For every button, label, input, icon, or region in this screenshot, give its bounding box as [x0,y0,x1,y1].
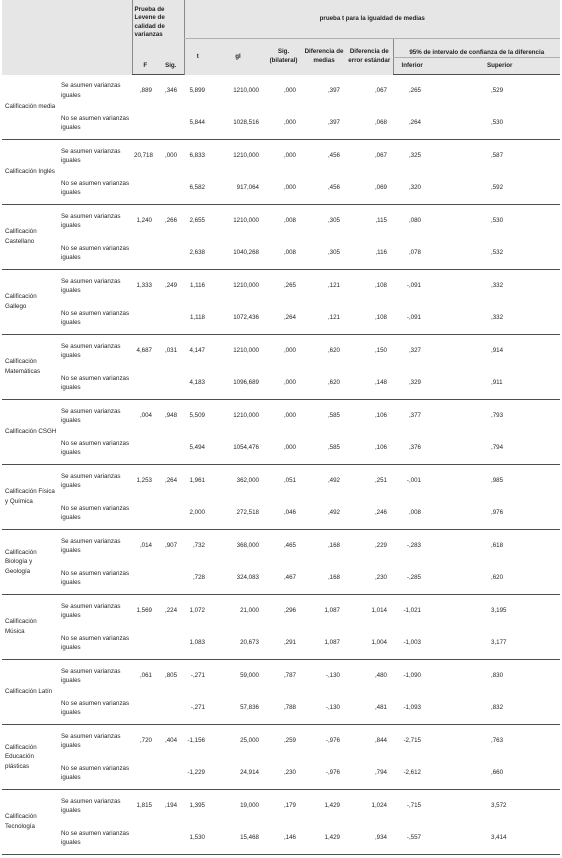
table-body [2,75,560,855]
levene-f-cell: ,004 [139,411,152,419]
subject-label: Calificación Castellano [2,205,59,270]
unequal-variances-label: No se asumen varianzas iguales [59,302,132,335]
diff-means-cell: 1,429 [324,801,340,809]
levene-f-cell: 1,569 [136,606,152,614]
sig-bilateral-cell: ,051 [283,476,296,484]
subject-label: Calificación Biología y Geología [2,530,59,595]
sig-bilateral-cell: ,265 [283,281,296,289]
diff-error-cell: ,480 [374,671,387,679]
gl-value-cell: 1028,516 [211,107,265,140]
ci-inferior-cell: -,283 [406,541,421,549]
t-value-cell: 4,147 [189,346,205,354]
ci-superior-cell: ,530 [441,107,560,140]
gl-value-cell: 324,083 [211,562,265,595]
table-row [2,270,560,303]
diff-error-cell: ,794 [346,757,393,790]
subject-label: Calificación Matemáticas [2,335,59,400]
col-header-superior: Superior [441,58,560,75]
sig-bilateral-cell: ,291 [265,627,302,660]
equal-variances-label: Se asumen varianzas iguales [61,277,121,294]
diff-means-cell: -,130 [325,671,340,679]
unequal-variances-label: No se asumen varianzas iguales [59,692,132,725]
sig-bilateral-cell: ,179 [283,801,296,809]
ci-superior-cell: ,914 [491,346,504,354]
diff-error-cell: ,108 [374,281,387,289]
levene-f-cell [132,497,158,530]
ci-superior-cell: ,794 [441,432,560,465]
sig-bilateral-cell: ,008 [283,216,296,224]
table-row [2,660,560,693]
levene-sig-cell: ,264 [164,476,178,484]
subject-label: Calificación media [2,75,59,140]
levene-sig-cell [158,822,184,855]
diff-error-cell: ,067 [374,151,387,159]
diff-means-cell: ,397 [327,86,340,94]
col-header-diff-means: Diferencia de medias [302,39,346,75]
ttest-header: prueba t para la igualdad de medias [184,0,560,39]
table-row [2,140,560,173]
levene-f-cell: ,014 [139,541,152,549]
levene-f-cell: ,889 [139,86,152,94]
ci-inferior-cell: ,325 [408,151,421,159]
equal-variances-label: Se asumen varianzas iguales [61,537,121,554]
levene-sig-cell: ,249 [164,281,178,289]
table-row [2,465,560,498]
table-row [2,757,560,790]
t-value-cell: 1,116 [189,281,205,289]
ci-superior-cell: 3,177 [441,627,560,660]
gl-value-cell: 59,000 [240,671,259,679]
sig-bilateral-cell: ,465 [283,541,296,549]
ci-superior-cell: ,618 [491,541,504,549]
table-row [2,562,560,595]
diff-error-cell: ,229 [374,541,387,549]
t-value-cell: -,271 [184,692,211,725]
diff-error-cell: ,068 [346,107,393,140]
ci-superior-cell: ,985 [491,476,504,484]
diff-error-cell: 1,024 [371,801,387,809]
gl-value-cell: 1210,000 [233,281,259,289]
diff-error-cell: ,230 [346,562,393,595]
gl-value-cell: 368,000 [236,541,259,549]
table-row [2,367,560,400]
diff-means-cell: ,397 [302,107,346,140]
levene-sig-cell [158,302,184,335]
ci-superior-cell: ,763 [491,736,504,744]
ci-inferior-cell: ,008 [393,497,441,530]
t-value-cell: 5,899 [189,86,205,94]
ci-inferior-cell: -,091 [393,302,441,335]
gl-value-cell: 1210,000 [233,346,259,354]
gl-value-cell: 1210,000 [233,216,259,224]
diff-error-cell: ,150 [374,346,387,354]
ci-superior-cell: ,332 [441,302,560,335]
sig-bilateral-cell: ,000 [283,151,296,159]
ci-superior-cell: ,332 [491,281,504,289]
sig-bilateral-cell: ,000 [265,432,302,465]
ci-inferior-cell: -1,090 [403,671,421,679]
table-row [2,692,560,725]
levene-sig-cell: ,031 [164,346,178,354]
gl-value-cell: 1210,000 [233,151,259,159]
levene-sig-cell [158,692,184,725]
subject-label: Calificación CSGH [2,400,59,465]
gl-value-cell: 1210,000 [233,86,259,94]
diff-error-cell: 1,004 [346,627,393,660]
t-value-cell: 1,072 [189,606,205,614]
equal-variances-label: Se asumen varianzas iguales [61,82,121,99]
t-value-cell: -1,156 [187,736,205,744]
col-header-inferior: Inferior [393,58,441,75]
col-header-diff-error: Diferencia de error estándar [346,39,393,75]
sig-bilateral-cell: ,259 [283,736,296,744]
diff-error-cell: ,115 [375,216,387,224]
t-value-cell: -1,229 [184,757,211,790]
table-row [2,75,560,108]
sig-bilateral-cell: ,000 [265,172,302,205]
ci-superior-cell: 3,414 [441,822,560,855]
gl-value-cell: 1210,000 [233,411,259,419]
diff-error-cell: ,844 [374,736,387,744]
diff-means-cell: ,121 [327,281,340,289]
unequal-variances-label: No se asumen varianzas iguales [59,367,132,400]
ci-inferior-cell: -1,021 [403,606,421,614]
levene-sig-cell: ,948 [164,411,178,419]
t-value-cell: 2,655 [189,216,205,224]
table-header [2,0,560,75]
gl-value-cell: 917,064 [211,172,265,205]
sig-bilateral-cell: ,000 [283,346,296,354]
sig-bilateral-cell: ,046 [265,497,302,530]
table-row [2,725,560,758]
gl-value-cell: 24,914 [211,757,265,790]
subject-label: Calificación Tecnología [2,790,59,855]
table-row [2,107,560,140]
gl-value-cell: 362,000 [236,476,259,484]
sig-bilateral-cell: ,787 [283,671,296,679]
levene-f-cell [132,822,158,855]
levene-f-cell [132,627,158,660]
equal-variances-label: Se asumen varianzas iguales [61,732,121,749]
sig-bilateral-cell: ,000 [283,86,296,94]
levene-f-cell [132,237,158,270]
sig-bilateral-cell: ,788 [265,692,302,725]
levene-f-cell: ,720 [139,736,152,744]
ci-superior-cell: ,620 [441,562,560,595]
table-row [2,822,560,855]
levene-sig-cell [158,497,184,530]
gl-value-cell: 15,468 [211,822,265,855]
gl-value-cell: 1096,689 [211,367,265,400]
diff-means-cell: -,976 [302,757,346,790]
ci-inferior-cell: ,264 [393,107,441,140]
ci-inferior-cell: -,285 [393,562,441,595]
gl-value-cell: 272,518 [211,497,265,530]
ci-superior-cell: ,830 [491,671,504,679]
diff-means-cell: ,305 [327,216,340,224]
unequal-variances-label: No se asumen varianzas iguales [59,237,132,270]
diff-error-cell: ,106 [346,432,393,465]
gl-value-cell: 19,000 [240,801,259,809]
levene-f-cell: 1,240 [136,216,152,224]
table-row [2,595,560,628]
levene-f-cell [132,432,158,465]
ci-inferior-cell: -2,715 [403,736,421,744]
sig-bilateral-cell: ,000 [283,411,296,419]
diff-error-cell: ,106 [374,411,387,419]
gl-value-cell: 1072,436 [211,302,265,335]
unequal-variances-label: No se asumen varianzas iguales [59,432,132,465]
ci-inferior-cell: -,001 [406,476,421,484]
subject-label: Calificación Latín [2,660,59,725]
sig-bilateral-cell: ,146 [265,822,302,855]
ci-inferior-cell: ,377 [408,411,421,419]
ci-superior-cell: ,587 [491,151,504,159]
diff-means-cell: ,456 [302,172,346,205]
table-row [2,432,560,465]
levene-sig-cell [158,627,184,660]
t-value-cell: 1,530 [184,822,211,855]
diff-error-cell: ,934 [346,822,393,855]
levene-sig-cell [158,432,184,465]
diff-means-cell: 1,429 [302,822,346,855]
ci-inferior-cell: -1,003 [393,627,441,660]
gl-value-cell: 21,000 [240,606,259,614]
t-value-cell: 6,833 [189,151,205,159]
ci-superior-cell: ,832 [441,692,560,725]
diff-means-cell: ,492 [302,497,346,530]
diff-error-cell: ,069 [346,172,393,205]
diff-error-cell: ,148 [346,367,393,400]
levene-header: Prueba de Levene de calidad de varianzas [132,0,184,58]
gl-value-cell: 1040,268 [211,237,265,270]
col-header-sig-bilateral: Sig. (bilateral) [265,39,302,75]
levene-sig-cell [158,367,184,400]
levene-sig-cell: ,266 [164,216,178,224]
t-value-cell: ,732 [192,541,205,549]
unequal-variances-label: No se asumen varianzas iguales [59,107,132,140]
levene-f-cell [132,172,158,205]
unequal-variances-label: No se asumen varianzas iguales [59,822,132,855]
ci-superior-cell: ,532 [441,237,560,270]
levene-f-cell: ,061 [139,671,152,679]
table-row [2,497,560,530]
table-row [2,627,560,660]
t-value-cell: 1,395 [189,801,205,809]
diff-error-cell: 1,014 [371,606,387,614]
diff-means-cell: ,121 [302,302,346,335]
levene-sig-cell [158,562,184,595]
diff-error-cell: ,481 [346,692,393,725]
levene-f-cell [132,757,158,790]
equal-variances-label: Se asumen varianzas iguales [61,147,121,164]
sig-bilateral-cell: ,467 [265,562,302,595]
independent-samples-test-table [2,0,560,855]
levene-f-cell [132,562,158,595]
levene-f-cell: 1,333 [136,281,152,289]
ci-inferior-cell: ,327 [408,346,421,354]
table-row [2,172,560,205]
header-blank-cell [59,0,132,75]
ci-superior-cell: ,660 [441,757,560,790]
ci-inferior-cell: ,320 [393,172,441,205]
sig-bilateral-cell: ,296 [283,606,296,614]
sig-bilateral-cell: ,264 [265,302,302,335]
table-row [2,400,560,433]
table-row [2,530,560,563]
diff-means-cell: -,976 [325,736,340,744]
unequal-variances-label: No se asumen varianzas iguales [59,627,132,660]
equal-variances-label: Se asumen varianzas iguales [61,212,121,229]
levene-sig-cell: ,224 [164,606,178,614]
t-value-cell: 5,509 [189,411,205,419]
diff-means-cell: -,130 [302,692,346,725]
diff-means-cell: ,585 [302,432,346,465]
diff-means-cell: ,456 [327,151,340,159]
equal-variances-label: Se asumen varianzas iguales [61,407,121,424]
gl-value-cell: 1054,476 [211,432,265,465]
levene-sig-cell [158,757,184,790]
t-value-cell: 1,118 [184,302,211,335]
ci-inferior-cell: -,091 [406,281,421,289]
table-row [2,237,560,270]
table-row [2,790,560,823]
t-value-cell: -,271 [190,671,205,679]
equal-variances-label: Se asumen varianzas iguales [61,602,121,619]
t-value-cell: 2,638 [184,237,211,270]
ci-superior-cell: ,793 [491,411,504,419]
levene-f-cell [132,692,158,725]
diff-means-cell: ,305 [302,237,346,270]
t-value-cell: 4,183 [184,367,211,400]
ci-header: 95% de intervalo de confianza de la diferencia [393,39,560,58]
levene-f-cell [132,107,158,140]
col-header-sig: Sig. [158,58,184,75]
t-value-cell: 2,000 [184,497,211,530]
levene-f-cell [132,367,158,400]
diff-means-cell: ,492 [327,476,340,484]
diff-error-cell: ,246 [346,497,393,530]
gl-value-cell: 57,836 [211,692,265,725]
diff-error-cell: ,116 [346,237,393,270]
unequal-variances-label: No se asumen varianzas iguales [59,172,132,205]
subject-label: Calificación Inglés [2,140,59,205]
levene-f-cell: 4,687 [136,346,152,354]
ci-superior-cell: ,530 [491,216,504,224]
diff-means-cell: 1,087 [324,606,340,614]
ci-inferior-cell: ,078 [393,237,441,270]
levene-sig-cell: ,404 [164,736,178,744]
levene-sig-cell: ,000 [164,151,178,159]
gl-value-cell: 20,673 [211,627,265,660]
ci-inferior-cell: -,557 [393,822,441,855]
diff-error-cell: ,067 [374,86,387,94]
ci-inferior-cell: ,376 [393,432,441,465]
sig-bilateral-cell: ,000 [265,367,302,400]
equal-variances-label: Se asumen varianzas iguales [61,797,121,814]
diff-means-cell: ,168 [302,562,346,595]
header-blank-cell [2,0,59,75]
ci-inferior-cell: ,080 [408,216,421,224]
diff-means-cell: ,620 [327,346,340,354]
equal-variances-label: Se asumen varianzas iguales [61,472,121,489]
ci-inferior-cell: -1,093 [393,692,441,725]
levene-sig-cell: ,805 [164,671,178,679]
t-value-cell: 5,844 [184,107,211,140]
sig-bilateral-cell: ,000 [265,107,302,140]
levene-sig-cell: ,346 [164,86,178,94]
t-value-cell: 1,083 [184,627,211,660]
subject-label: Calificación Física y Química [2,465,59,530]
ci-superior-cell: 3,195 [491,606,507,614]
ci-superior-cell: ,592 [441,172,560,205]
unequal-variances-label: No se asumen varianzas iguales [59,757,132,790]
subject-label: Calificación Educación plásticas [2,725,59,790]
ci-inferior-cell: -2,612 [393,757,441,790]
levene-f-cell [132,302,158,335]
levene-f-cell: 20,718 [134,151,153,159]
sig-bilateral-cell: ,008 [265,237,302,270]
ci-inferior-cell: ,265 [408,86,421,94]
t-value-cell: ,728 [184,562,211,595]
levene-f-cell: 1,815 [136,801,152,809]
col-header-gl: gl [211,39,265,75]
ci-inferior-cell: ,329 [393,367,441,400]
equal-variances-label: Se asumen varianzas iguales [61,667,121,684]
diff-error-cell: ,251 [374,476,387,484]
ci-superior-cell: 3,572 [491,801,507,809]
levene-sig-cell [158,172,184,205]
ci-superior-cell: ,529 [491,86,504,94]
t-value-cell: 5,494 [184,432,211,465]
ci-superior-cell: ,911 [441,367,560,400]
ci-superior-cell: ,976 [441,497,560,530]
levene-f-cell: 1,253 [136,476,152,484]
levene-sig-cell: ,194 [164,801,178,809]
diff-means-cell: ,585 [327,411,340,419]
subject-label: Calificación Música [2,595,59,660]
diff-means-cell: ,620 [302,367,346,400]
diff-error-cell: ,108 [346,302,393,335]
table-row [2,335,560,368]
unequal-variances-label: No se asumen varianzas iguales [59,497,132,530]
gl-value-cell: 25,000 [240,736,259,744]
diff-means-cell: ,168 [327,541,340,549]
t-value-cell: 6,582 [184,172,211,205]
levene-sig-cell: ,907 [164,541,178,549]
col-header-t: t [184,39,211,75]
unequal-variances-label: No se asumen varianzas iguales [59,562,132,595]
levene-sig-cell [158,107,184,140]
col-header-f: F [132,58,158,75]
t-value-cell: 1,961 [189,476,205,484]
table-row [2,302,560,335]
equal-variances-label: Se asumen varianzas iguales [61,342,121,359]
subject-label: Calificación Gallego [2,270,59,335]
ci-inferior-cell: -,715 [406,801,421,809]
table-row [2,205,560,238]
diff-means-cell: 1,087 [302,627,346,660]
levene-sig-cell [158,237,184,270]
sig-bilateral-cell: ,230 [265,757,302,790]
